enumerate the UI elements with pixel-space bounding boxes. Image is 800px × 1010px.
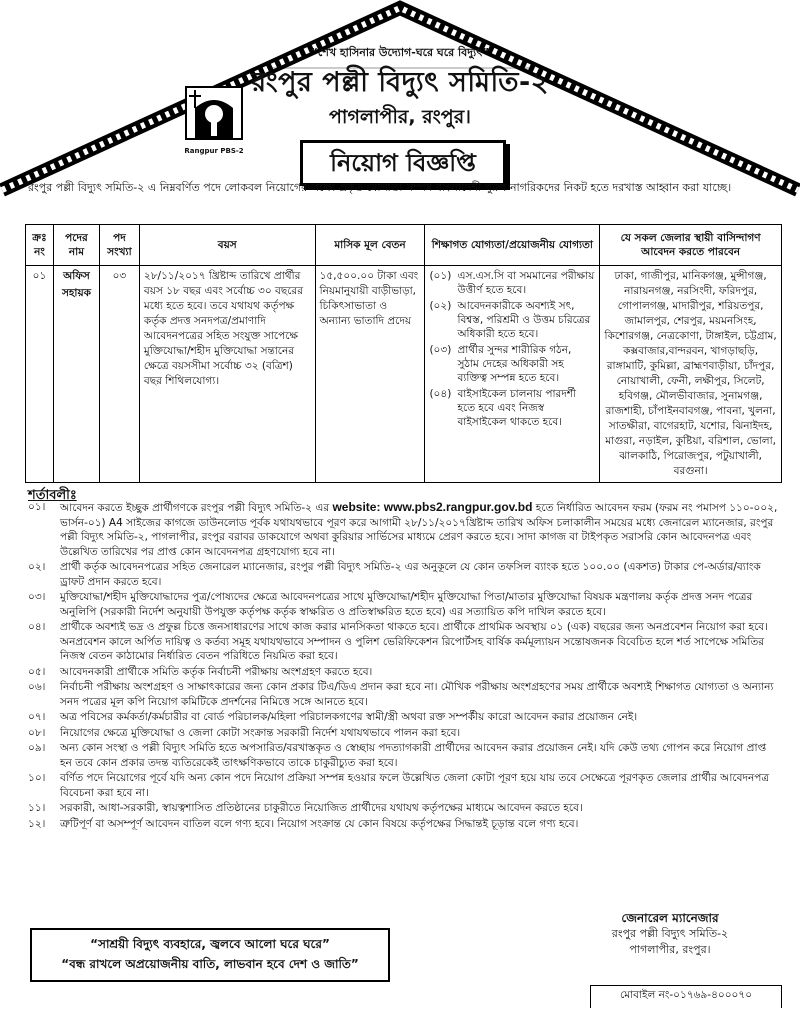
header-salary: মাসিক মূল বেতন — [315, 225, 425, 266]
organization-name: রংপুর পল্লী বিদ্যুৎ সমিতি-২ — [251, 67, 549, 98]
signatory-block — [560, 910, 780, 958]
row-salary: ১৫,৫০০.০০ টাকা এবং নিয়মানুযায়ী বাড়ীভাড়া, চিকিৎসাভাতা ও অন্যান্য ভাতাদি প্রদেয় — [315, 266, 425, 483]
header-serial: ক্রঃ নং — [26, 225, 54, 266]
qualification-item: (০৪) বাইসাইকেল চালনায় পারদর্শী হতে হবে এবং নিজস্ব বাইসাইকেল থাকতে হবে। — [429, 388, 577, 428]
logo-caption: Rangpur PBS-2 — [184, 147, 244, 155]
list-item: ০৬। নির্বাচনী পরীক্ষায় অংশগ্রহণ ও সাক্ষাৎকারের জন্য কোন প্রকার টিএ/ডিএ প্রদান করা হবে না। মৌখিক পরীক্ষায় অংশগ্রহণের সময় প্রার্থীকে অবশ্যই শিক্ষাগত যোগ্যতা ও অন্যান্য সনদ পত্রের মূল কপি নিয়োগ কমিটিকে প্রদর্শনের নিমিত্তে সঙ্গে আনতে হবে। — [28, 681, 774, 708]
list-item: ০২। প্রার্থী কর্তৃক আবেদনপত্রের সহিত জেনারেল ম্যানেজার, রংপুর পল্লী বিদ্যুৎ সমিতি-২ এর অনুকূলে যে কোন তফসিল ব্যাংক হতে ১০০.০০ (একশত) টাকার পে-অর্ডার/ব্যাংক ড্রাফট প্রদান করতে হবে। — [28, 561, 761, 588]
list-item: ০৫। আবেদনকারী প্রার্থীকে সমিতি কর্তৃক নির্বাচনী পরীক্ষায় অংশগ্রহণ করতে হবে। — [28, 665, 373, 678]
list-item: ০৯। অন্য কোন সংস্থা ও পল্লী বিদ্যুৎ সমিতি হতে অপসারিত/বরখাস্তকৃত ও স্বেচ্ছায় পদত্যাগকারী প্রার্থীদের আবেদন করার প্রয়োজন নেই। যদি কেউ তথ্য গোপন করে নিয়োগ প্রাপ্ত হন তবে কোন প্রকার তদন্ত ব্যতিরেকেই তাৎক্ষণিকভাবে তাকে চাকুরীচ্যুত করা হবে। — [28, 742, 767, 769]
header-count: পদ সংখ্যা — [99, 225, 139, 266]
footer-slogan-box — [30, 928, 390, 982]
signatory-title: জেনারেল ম্যানেজার — [621, 911, 719, 925]
list-item: ০৩। মুক্তিযোদ্ধা/শহীদ মুক্তিযোদ্ধাদের পুত্র/পোষ্যদের ক্ষেত্রে আবেদনপত্রের সাথে মুক্তিযোদ্ধা/শহীদ মুক্তিযোদ্ধা পিতা/মাতার মুক্তিযোদ্ধা বিষয়ক মন্ত্রণালয় কর্তৃক প্রদত্ত সনদ পত্রের অনুলিপি (সরকারী নির্দেশ অনুযায়ী উপযুক্ত কর্তৃপক্ষ কর্তৃক স্বাক্ষরিত ও প্রতিস্বাক্ষরিত হতে হবে) এর সত্যায়িত কপি দাখিল করতে হবে। — [28, 591, 753, 618]
header-post: পদের নাম — [53, 225, 99, 266]
list-item: ০৭। অত্র পবিসের কর্মকর্তা/কর্মচারীর বা বোর্ড পরিচালক/মহিলা পরিচালকগণের স্বামী/স্ত্রী অথবা রক্ত সম্পর্কীয় কারো আবেদন করার প্রয়োজন নেই। — [28, 711, 638, 723]
terms-title: শর্তাবলীঃ — [28, 488, 77, 503]
website-link[interactable]: website: www.pbs2.rangpur.gov.bd — [332, 500, 533, 514]
terms-list — [28, 500, 780, 832]
vacancy-table — [25, 224, 782, 483]
footer-slogan-line2: “বন্ধ রাখলে অপ্রয়োজনীয় বাতি, লাভবান হবে দেশ ও জাতি” — [61, 957, 359, 971]
header-qualification: শিক্ষাগত যোগ্যতা/প্রয়োজনীয় যোগ্যতা — [425, 225, 600, 266]
row-districts: ঢাকা, গাজীপুর, মানিকগঞ্জ, মুন্সীগঞ্জ, নারায়নগঞ্জ, নরসিংদী, ফরিদপুর, গোপালগঞ্জ, মাদারীপুর, শরিয়তপুর, জামালপুর, শেরপুর, ময়মনসিংহ, কিশোরগঞ্জ, নেত্রকোণা, টাঙ্গাইল, চট্টগ্রাম, কক্সবাজার,বান্দরবন, খাগড়াছড়ি, রাঙ্গামাটি, কুমিল্লা, ব্রাহ্মণবাড়ীয়া, চাঁদপুর, নোয়াখালী, ফেনী, লক্ষীপুর, সিলেট, হবিগঞ্জ, মৌলভীবাজার, সুনামগঞ্জ, রাজশাহী, চাঁপাইনবাবগঞ্জ, পাবনা, খুলনা, সাতক্ষীরা, বাগেরহাট, যশোর, ঝিনাইদহ, মাগুরা, নড়াইল, কুষ্টিয়া, বরিশাল, ভোলা, ঝালকাঠি, পিরোজপুর, পটুয়াখালী, বরগুনা। — [600, 266, 782, 483]
qualification-item: (০১) এস.এস.সি বা সমমানের পরীক্ষায় উত্তীর্ণ হতে হবে। — [429, 270, 595, 296]
row-age: ২৮/১১/২০১৭ খ্রিষ্টাব্দ তারিখে প্রার্থীর বয়স ১৮ বছর এবং সর্বোচ্চ ৩০ বছরের মধ্যে হতে হবে। তবে যথাযথ কর্তৃপক্ষ কর্তৃক প্রদত্ত সনদপত্র/প্রমাণাদি আবেদনপত্রের সহিত সংযুক্ত সাপেক্ষে মুক্তিযোদ্ধা/শহীদ মুক্তিযোদ্ধা সন্তানের ক্ষেত্রে বয়সসীমা সর্বোচ্চ ৩২ (বত্রিশ) বছর শিথিলযোগ্য। — [139, 266, 315, 483]
notice-title: নিয়োগ বিজ্ঞপ্তি — [300, 140, 506, 186]
pbs-logo-icon — [185, 86, 243, 150]
qualification-item: (০২) আবেদনকারীকে অবশ্যই সৎ, বিশ্বস্ত, পরিশ্রমী ও উত্তম চরিত্রের অধিকারী হতে হবে। — [429, 300, 591, 340]
row-post: অফিস সহায়ক — [53, 266, 99, 483]
top-slogan: “শেখ হাসিনার উদ্যোগ-ঘরে ঘরে বিদ্যুৎ” — [310, 46, 490, 59]
row-count: ০৩ — [99, 266, 139, 483]
signatory-address: পাগলাপীর, রংপুর। — [629, 943, 711, 956]
header-age: বয়স — [139, 225, 315, 266]
list-item: ১২। ত্রুটিপূর্ণ বা অসম্পূর্ণ আবেদন বাতিল বলে গণ্য হবে। নিয়োগ সংক্রান্ত যে কোন বিষয়ে কর্তৃপক্ষের সিদ্ধান্তই চূড়ান্ত বলে গণ্য হবে। — [28, 817, 579, 830]
mobile-number: মোবাইল নং-০১৭৬৯-৪০০০৭০ — [590, 985, 782, 1008]
list-item: ১১। সরকারী, আধা-সরকারী, স্বায়ত্বশাসিত প্রতিষ্ঠানের চাকুরীতে নিয়োজিত প্রার্থীদের যথাযথ কর্তৃপক্ষের মাধ্যমে আবেদন করতে হবে। — [28, 802, 583, 814]
table-header-row — [26, 225, 782, 266]
organization-address: পাগলাপীর, রংপুর। — [329, 106, 471, 128]
row-qualifications — [425, 266, 600, 483]
signatory-org: রংপুর পল্লী বিদ্যুৎ সমিতি-২ — [611, 927, 729, 940]
row-serial: ০১ — [26, 266, 54, 483]
qualification-item: (০৩) প্রার্থীর সুন্দর শারীরিক গঠন, সুঠাম দেহের অধিকারী সহ ব্যক্তিত্ব সম্পন্ন হতে হবে। — [429, 344, 572, 384]
list-item: ০৮। নিয়োগের ক্ষেত্রে মুক্তিযোদ্ধা ও জেলা কোটা সংক্রান্ত সরকারী নির্দেশ যথাযথভাবে পালন করা হবে। — [28, 726, 461, 739]
list-item: ১০। বর্ণিত পদে নিয়োগের পূর্বে যদি অন্য কোন পদে নিয়োগ প্রক্রিয়া সম্পন্ন হওয়ার ফলে উল্লেখিত জেলা কোটা পূরণ হয়ে যায় তবে সেক্ষেত্রে পূরণকৃত জেলার প্রার্থীর আবেদনপত্র বিবেচনা করা হবে না। — [28, 772, 770, 799]
list-item: ০৪। প্রার্থীকে অবশ্যই ভদ্র ও প্রফুল্ল চিত্তে জনসাধারণের সাথে কাজ করার মানসিকতা থাকতে হবে। প্রার্থীকে প্রাথমিক অবস্থায় ০১ (এক) বছরের জন্য অনপ্রবেশন নিয়োগ করা হবে। অনপ্রবেশন কালে অর্পিত দায়িত্ব ও কর্তব্য সমূহ যথাযথভাবে সম্পাদন ও পুলিশ ভেরিফিকেশন রিপোর্টসহ বার্ষিক কর্মমূল্যায়ন সন্তোষজনক বিবেচিত হলে শর্ত সাপেক্ষে সমিতির নিজস্ব বেতন কাঠামোর নির্ধারিত বেতন পরিধিতে নিয়মিত করা হবে। — [28, 621, 768, 662]
header-districts: যে সকল জেলার স্থায়ী বাসিন্দাগণ আবেদন করতে পারবেন — [600, 225, 782, 266]
intro-paragraph: রংপুর পল্লী বিদ্যুৎ সমিতি-২ এ নিম্নবর্ণিত পদে লোকবল নিয়োগের লক্ষ্যে প্রকৃত যোগ্যতা সম্পন্ন বাংলাদেশী পুরুষ নাগরিকদের নিকট হতে দরখাস্ত আহ্বান করা যাচ্ছে। — [28, 181, 732, 194]
footer-slogan-line1: “সাশ্রয়ী বিদ্যুৎ ব্যবহারে, জ্বলবে আলো ঘরে ঘরে” — [90, 937, 330, 951]
table-row — [26, 266, 782, 483]
list-item: ০১। আবেদন করতে ইচ্ছুক প্রার্থীগণকে রংপুর পল্লী বিদ্যুৎ সমিতি-২ এর website: www.pbs2.rangpur.gov.bd হতে নির্ধারিত আবেদন ফরম (ফরম নং পমাসপ ১১০-০০২, ভার্সন-০১) A4 সাইজের কাগজে ডাউনলোড পূর্বক যথাযথভাবে পূরণ করে আগামী ২৮/১১/২০১৭খ্রিষ্টাব্দ তারিখ অফিস চলাকালীন সময়ের মধ্যে জেনারেল ম্যানেজার, রংপুর পল্লী বিদ্যুৎ সমিতি-২, পাগলাপীর, রংপুর বরাবর ডাকযোগে অথবা কুরিয়ার সার্ভিসের মাধ্যমে প্রেরণ করতে হবে। সাদা কাগজ বা টাইপকৃত সরাসরি কোন আবেদনপত্র এবং উল্লেখিত তারিখের পর প্রাপ্ত কোন আবেদনপত্র গ্রহণযোগ্য হবে না। — [28, 500, 778, 558]
